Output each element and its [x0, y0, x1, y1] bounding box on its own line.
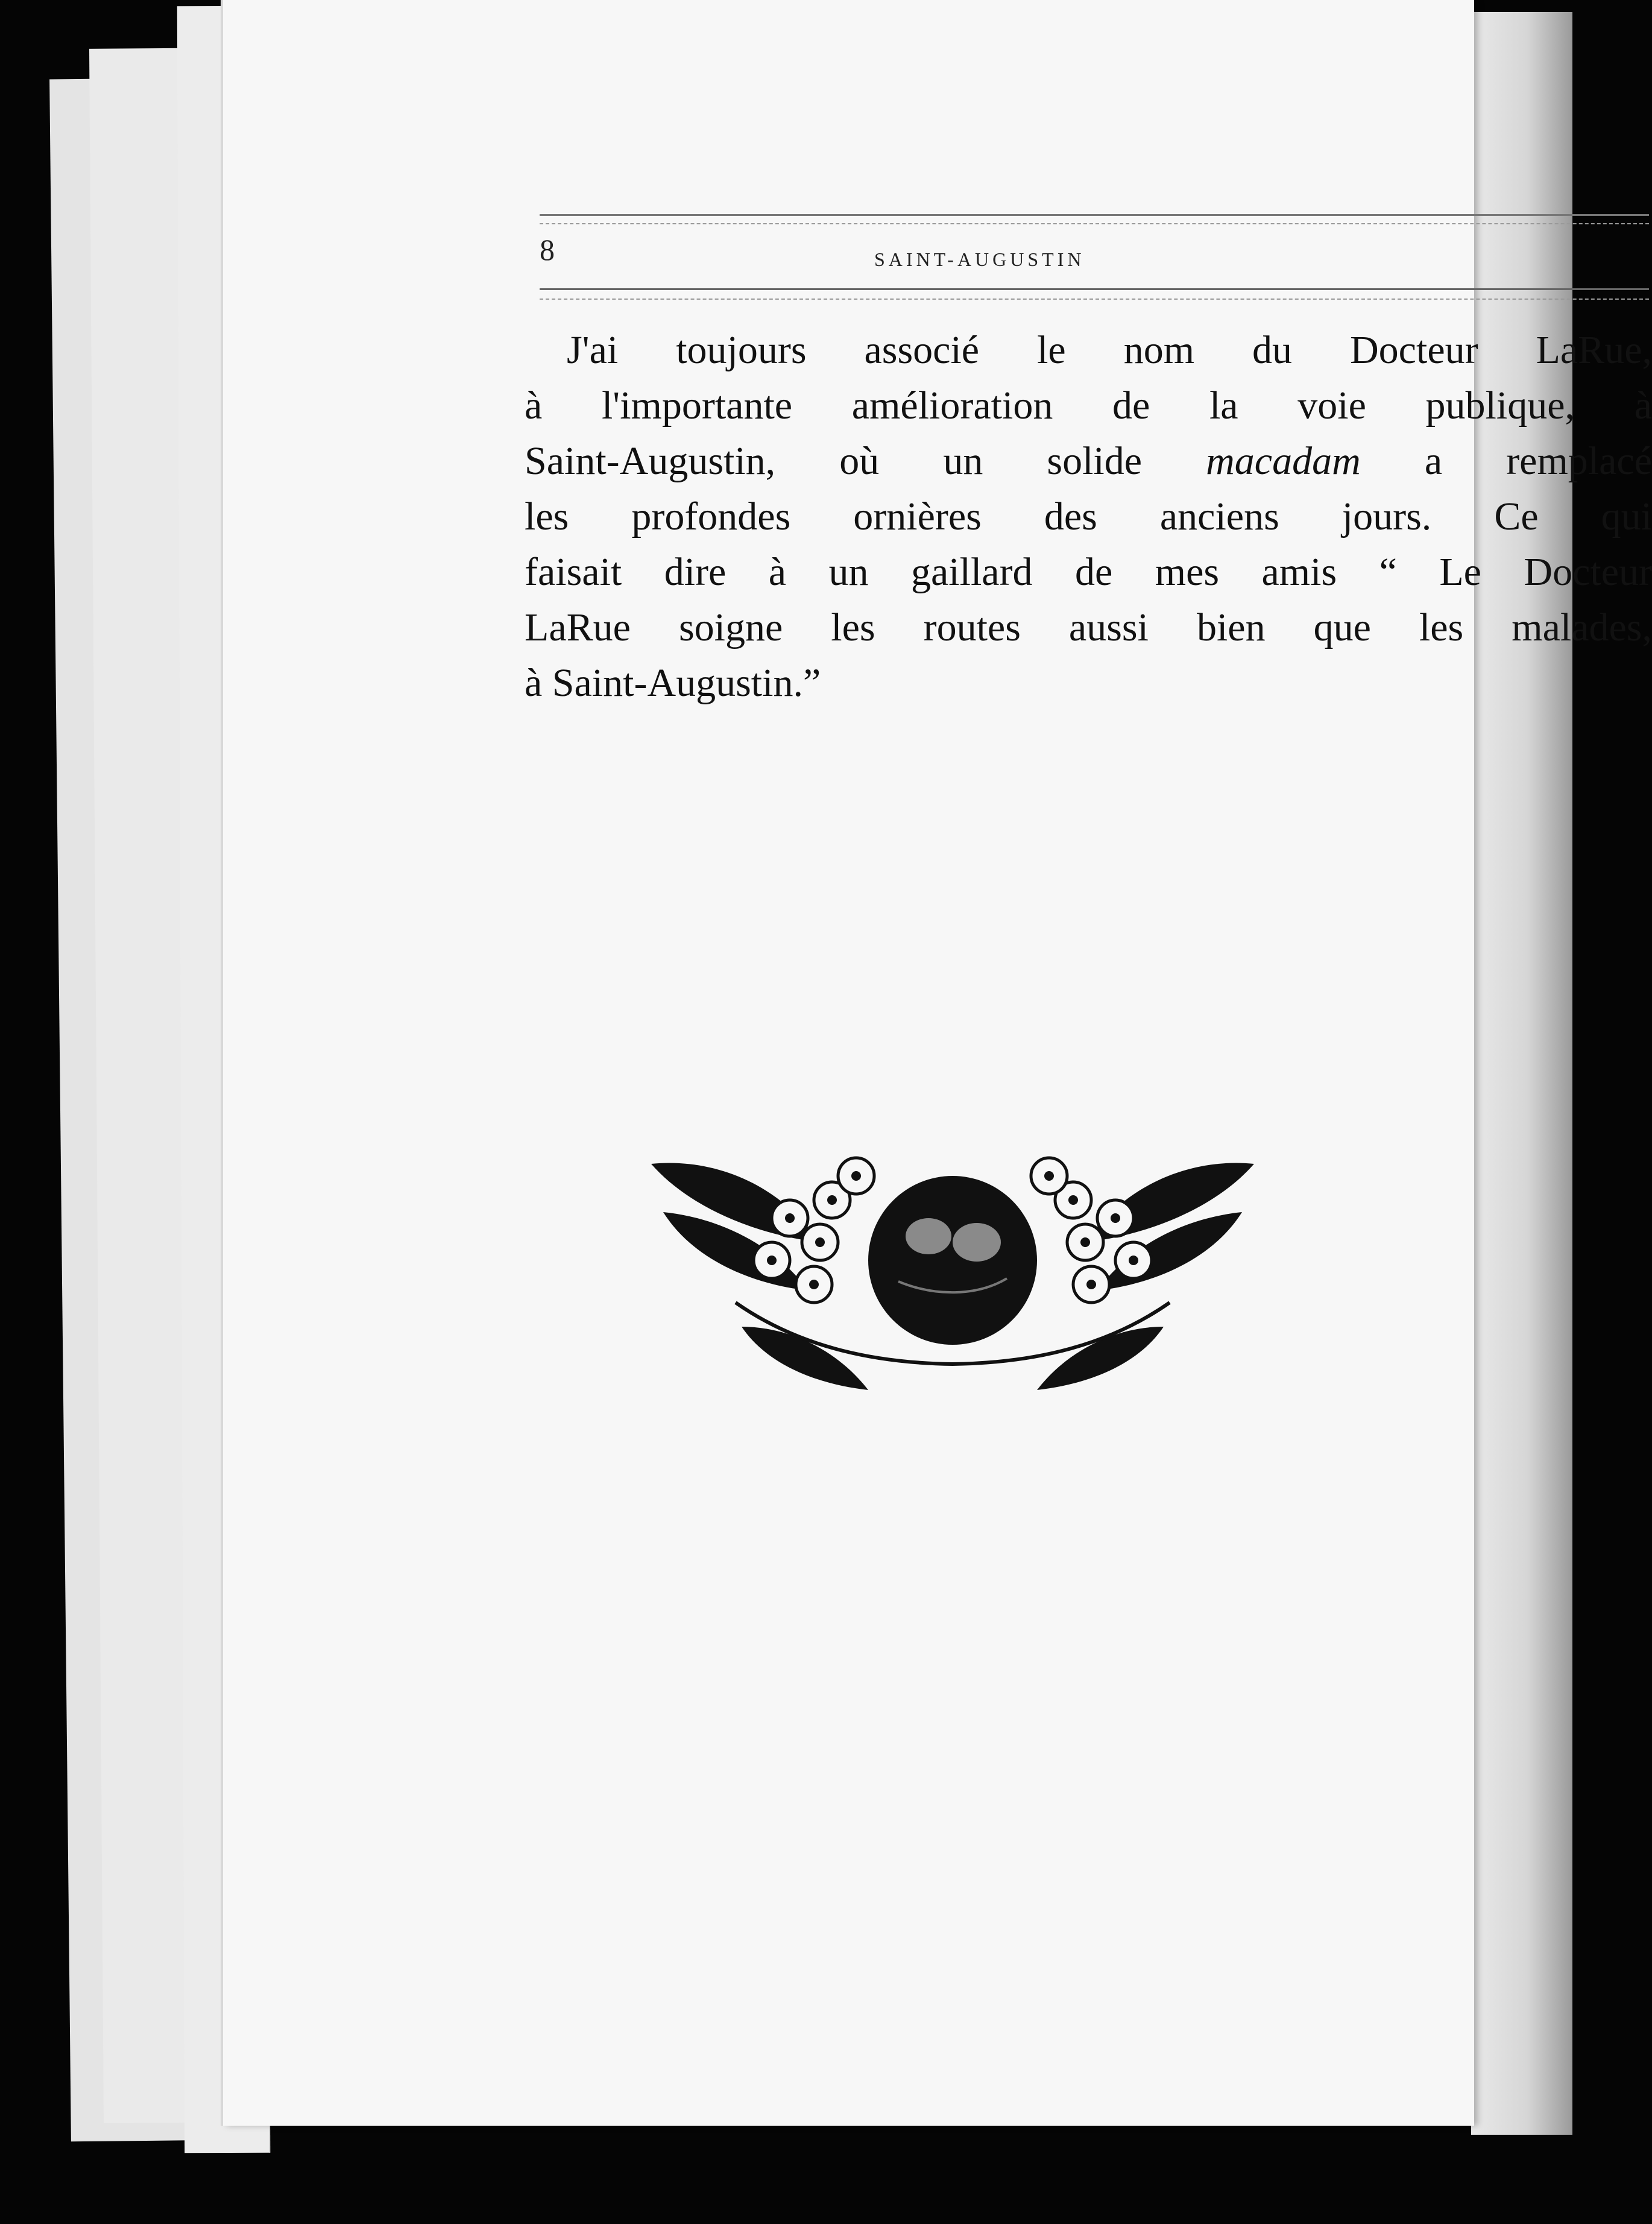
- running-title: SAINT-AUGUSTIN: [874, 248, 1085, 270]
- body-paragraph: [525, 323, 1652, 711]
- text-line: les profondes ornières des anciens jours. Ce qui: [525, 494, 1652, 539]
- text-line: à Saint-Augustin.”: [525, 661, 821, 705]
- text-line: LaRue soigne les routes aussi bien que les malades,: [525, 605, 1652, 649]
- text-line: J'ai toujours associé le nom du Docteur LaRue,: [567, 328, 1652, 372]
- header-rule: [540, 288, 1649, 290]
- text-line: faisait dire à un gaillard de mes amis “ Le Docteur: [525, 550, 1652, 594]
- text-segment: Saint-Augustin, où un solide: [525, 439, 1143, 483]
- italic-word: macadam: [1206, 439, 1361, 483]
- header-rule: [540, 299, 1649, 300]
- text-line: [525, 434, 1652, 489]
- floral-birds-vignette-icon: [639, 1146, 1266, 1399]
- page-number: 8: [540, 233, 555, 267]
- header-rule: [540, 223, 1649, 224]
- header-rule: [540, 214, 1649, 216]
- text-line: à l'importante amélioration de la voie publique, à: [525, 384, 1652, 428]
- text-segment: a remplacé: [1424, 439, 1652, 483]
- book-page: [223, 0, 1652, 2126]
